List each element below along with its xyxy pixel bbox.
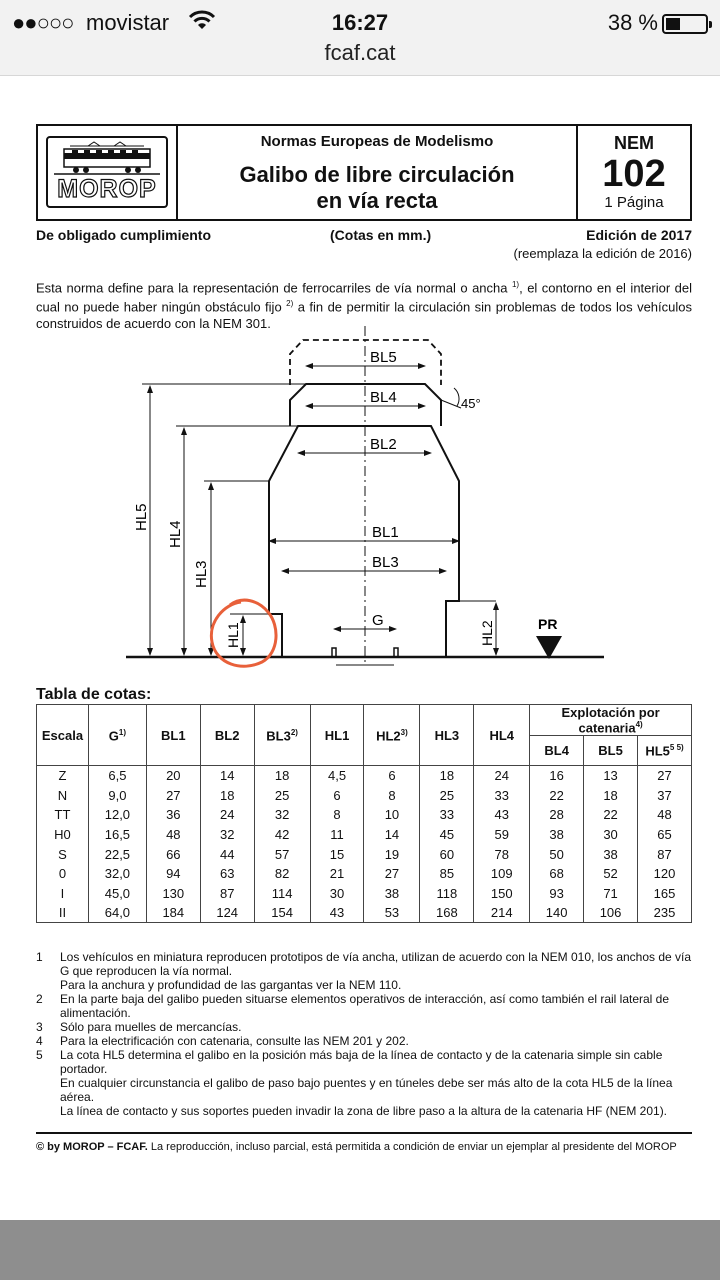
browser-bottom-bar [0, 1220, 720, 1280]
title-line-1: Galibo de libre circulación [239, 162, 515, 187]
table-cell: 78 [474, 844, 530, 864]
locomotive-icon [48, 140, 166, 180]
col-hl3: HL3 [420, 705, 474, 766]
table-cell: 6 [310, 785, 364, 805]
table-cell: II [37, 903, 89, 923]
clearance-diagram [36, 326, 692, 681]
footnote-line: Para la anchura y profundidad de las gargantas ver la NEM 110. [60, 978, 402, 992]
svg-text:PR: PR [538, 616, 558, 632]
table-cell: 82 [254, 864, 310, 884]
page-count: 1 Página [604, 194, 664, 211]
table-cell: 53 [364, 903, 420, 923]
table-cell: 71 [584, 883, 638, 903]
table-cell: 37 [638, 785, 692, 805]
document-meta [36, 227, 692, 267]
table-cell: 120 [638, 864, 692, 884]
table-cell: 18 [200, 785, 254, 805]
table-row [37, 785, 692, 805]
intro-paragraph: Esta norma define para la representación de ferrocarriles de vía normal o ancha $^{1)}$, el contorno en el interior del cual no puede haber ningún obstáculo fijo $^{2)}$ a fin de permitir la circulación sin problemas de todos los vehículos construidos de acuerdo con la NEM 301. [36, 280, 692, 331]
table-row [37, 883, 692, 903]
table-cell: 8 [310, 805, 364, 825]
supertitle: Normas Europeas de Modelismo [260, 133, 494, 150]
table-cell: 6,5 [88, 766, 146, 786]
table-cell: 57 [254, 844, 310, 864]
table-cell: 14 [364, 825, 420, 845]
browser-top-bar [0, 0, 720, 76]
footer-rule [36, 1132, 692, 1134]
col-g: $G^{1)}$ [88, 705, 146, 766]
table-cell: 65 [638, 825, 692, 845]
edition-text: Edición de 2017 [586, 227, 692, 243]
svg-text:HL3: HL3 [193, 560, 210, 588]
nem-cell [576, 126, 690, 219]
table-cell: 32,0 [88, 864, 146, 884]
status-bar [0, 6, 720, 36]
table-cell: 25 [420, 785, 474, 805]
table-cell: 18 [420, 766, 474, 786]
col-bl4: BL4 [530, 736, 584, 766]
col-bl3: BL3$^{2)}$ [254, 705, 310, 766]
table-cell: 42 [254, 825, 310, 845]
col-hl5: $HL5^{5 5)}$ [638, 736, 692, 766]
table-cell: 106 [584, 903, 638, 923]
table-cell: 109 [474, 864, 530, 884]
table-cell: 22 [530, 785, 584, 805]
nem-number: 102 [602, 153, 666, 195]
table-cell: 33 [474, 785, 530, 805]
address-bar[interactable]: fcaf.cat [324, 40, 396, 65]
table-cell: 10 [364, 805, 420, 825]
table-row [37, 864, 692, 884]
table-cell: 44 [200, 844, 254, 864]
table-cell: 27 [146, 785, 200, 805]
table-cell: TT [37, 805, 89, 825]
table-cell: 118 [420, 883, 474, 903]
table-cell: 59 [474, 825, 530, 845]
table-cell: 63 [200, 864, 254, 884]
title-cell [178, 126, 576, 219]
svg-text:HL5: HL5 [133, 503, 150, 531]
table-cell: 214 [474, 903, 530, 923]
table-cell: 38 [530, 825, 584, 845]
table-row [37, 844, 692, 864]
document-header [36, 124, 692, 221]
clock: 16:27 [331, 10, 389, 35]
table-cell: 48 [638, 805, 692, 825]
table-cell: 8 [364, 785, 420, 805]
table-cell: 140 [530, 903, 584, 923]
table-cell: 66 [146, 844, 200, 864]
svg-text:45°: 45° [461, 396, 481, 411]
footnote-line: 3 Sólo para muelles de mercancías. [36, 1020, 242, 1034]
svg-text:BL4: BL4 [370, 389, 397, 406]
table-cell: 12,0 [88, 805, 146, 825]
svg-text:BL2: BL2 [370, 436, 397, 453]
table-cell: 32 [200, 825, 254, 845]
table-cell: 27 [364, 864, 420, 884]
dimensions-table [36, 704, 692, 923]
table-cell: 18 [584, 785, 638, 805]
battery-percentage: 38 % [607, 10, 658, 35]
footnotes [36, 950, 692, 1118]
logo-text: MOROP [57, 175, 157, 203]
table-cell: 52 [584, 864, 638, 884]
footnote-line: 4 Para la electrificación con catenaria, consulte las NEM 201 y 202. [36, 1034, 409, 1048]
table-cell: 22,5 [88, 844, 146, 864]
table-cell: 68 [530, 864, 584, 884]
table-cell: 60 [420, 844, 474, 864]
table-cell: 16 [530, 766, 584, 786]
replaces-text: (reemplaza la edición de 2016) [513, 246, 692, 261]
col-bl1: BL1 [146, 705, 200, 766]
table-cell: 50 [530, 844, 584, 864]
battery-icon [662, 14, 708, 34]
table-cell: 30 [310, 883, 364, 903]
table-cell: 20 [146, 766, 200, 786]
table-cell: 27 [638, 766, 692, 786]
table-cell: 87 [638, 844, 692, 864]
table-cell: 154 [254, 903, 310, 923]
table-cell: 33 [420, 805, 474, 825]
footnote-line: La línea de contacto y sus soportes pueden invadir la zona de libre paso a la altura de la catenaria HF (NEM 201). [60, 1104, 668, 1118]
table-cell: 85 [420, 864, 474, 884]
table-cell: 14 [200, 766, 254, 786]
table-cell: 30 [584, 825, 638, 845]
table-cell: 48 [146, 825, 200, 845]
table-cell: 150 [474, 883, 530, 903]
table-cell: N [37, 785, 89, 805]
footnote-line: 5 La cota HL5 determina el galibo en la posición más baja de la línea de contacto y de la catenaria simple sin cable portador. [36, 1048, 663, 1076]
table-cell: 24 [200, 805, 254, 825]
svg-text:BL1: BL1 [372, 524, 399, 541]
table-cell: 130 [146, 883, 200, 903]
table-cell: 0 [37, 864, 89, 884]
col-hl2: HL2$^{3)}$ [364, 705, 420, 766]
table-cell: Z [37, 766, 89, 786]
svg-text:HL2: HL2 [479, 620, 495, 646]
title-line-2: en vía recta [316, 188, 438, 213]
table-row [37, 766, 692, 786]
table-cell: 16,5 [88, 825, 146, 845]
table-cell: 38 [584, 844, 638, 864]
col-hl4: HL4 [474, 705, 530, 766]
table-cell: 28 [530, 805, 584, 825]
signal-strength-icon: ●●○○○ [12, 10, 74, 35]
col-hl1: HL1 [310, 705, 364, 766]
col-escala: Escala [37, 705, 89, 766]
table-cell: 93 [530, 883, 584, 903]
table-cell: 64,0 [88, 903, 146, 923]
table-cell: 38 [364, 883, 420, 903]
svg-text:G: G [372, 612, 384, 629]
units-text: (Cotas en mm.) [330, 227, 432, 243]
table-cell: 24 [474, 766, 530, 786]
table-cell: 124 [200, 903, 254, 923]
morop-logo [46, 136, 168, 208]
table-cell: 165 [638, 883, 692, 903]
table-cell: 235 [638, 903, 692, 923]
carrier-name: movistar [86, 10, 170, 35]
table-cell: 11 [310, 825, 364, 845]
table-cell: 19 [364, 844, 420, 864]
col-bl2: BL2 [200, 705, 254, 766]
table-cell: 32 [254, 805, 310, 825]
table-row [37, 805, 692, 825]
svg-text:HL4: HL4 [167, 520, 184, 548]
table-cell: 9,0 [88, 785, 146, 805]
table-row [37, 903, 692, 923]
table-cell: 15 [310, 844, 364, 864]
footnote-line: En cualquier circunstancia el galibo de paso bajo puentes y en túneles debe ser más alto de la cota HL5 de la línea aérea. [60, 1076, 673, 1104]
table-cell: 18 [254, 766, 310, 786]
table-cell: H0 [37, 825, 89, 845]
svg-text:BL3: BL3 [372, 554, 399, 571]
svg-text:HL1: HL1 [225, 622, 241, 648]
copyright: © by MOROP – FCAF. La reproducción, incluso parcial, está permitida a condición de enviar un ejemplar al presidente del MOROP [36, 1141, 677, 1153]
table-title: Tabla de cotas: [36, 686, 152, 703]
table-cell: 21 [310, 864, 364, 884]
table-cell: 45,0 [88, 883, 146, 903]
document-title [178, 162, 576, 214]
table-cell: I [37, 883, 89, 903]
table-cell: S [37, 844, 89, 864]
col-explotacion: Explotación por catenaria$^{4)}$ [530, 705, 692, 736]
table-cell: 168 [420, 903, 474, 923]
table-cell: 4,5 [310, 766, 364, 786]
logo-cell [38, 126, 178, 219]
table-cell: 87 [200, 883, 254, 903]
footnote-line: 2 En la parte baja del galibo pueden situarse elementos operativos de interacción, así como también el rail lateral de alimentación. [36, 992, 670, 1020]
footnote-line: 1 Los vehículos en miniatura reproducen prototipos de vía ancha, utilizan de acuerdo con la NEM 010, los anchos de vía G que reproducen la vía normal. [36, 950, 692, 978]
obligation-text: De obligado cumplimiento [36, 227, 212, 243]
table-cell: 114 [254, 883, 310, 903]
table-cell: 184 [146, 903, 200, 923]
svg-text:BL5: BL5 [370, 349, 397, 366]
table-cell: 22 [584, 805, 638, 825]
table-cell: 36 [146, 805, 200, 825]
table-cell: 43 [310, 903, 364, 923]
table-cell: 6 [364, 766, 420, 786]
table-cell: 94 [146, 864, 200, 884]
table-cell: 45 [420, 825, 474, 845]
table-cell: 25 [254, 785, 310, 805]
table-cell: 13 [584, 766, 638, 786]
col-bl5: BL5 [584, 736, 638, 766]
table-row [37, 825, 692, 845]
nem-label: NEM [614, 133, 654, 153]
table-cell: 43 [474, 805, 530, 825]
